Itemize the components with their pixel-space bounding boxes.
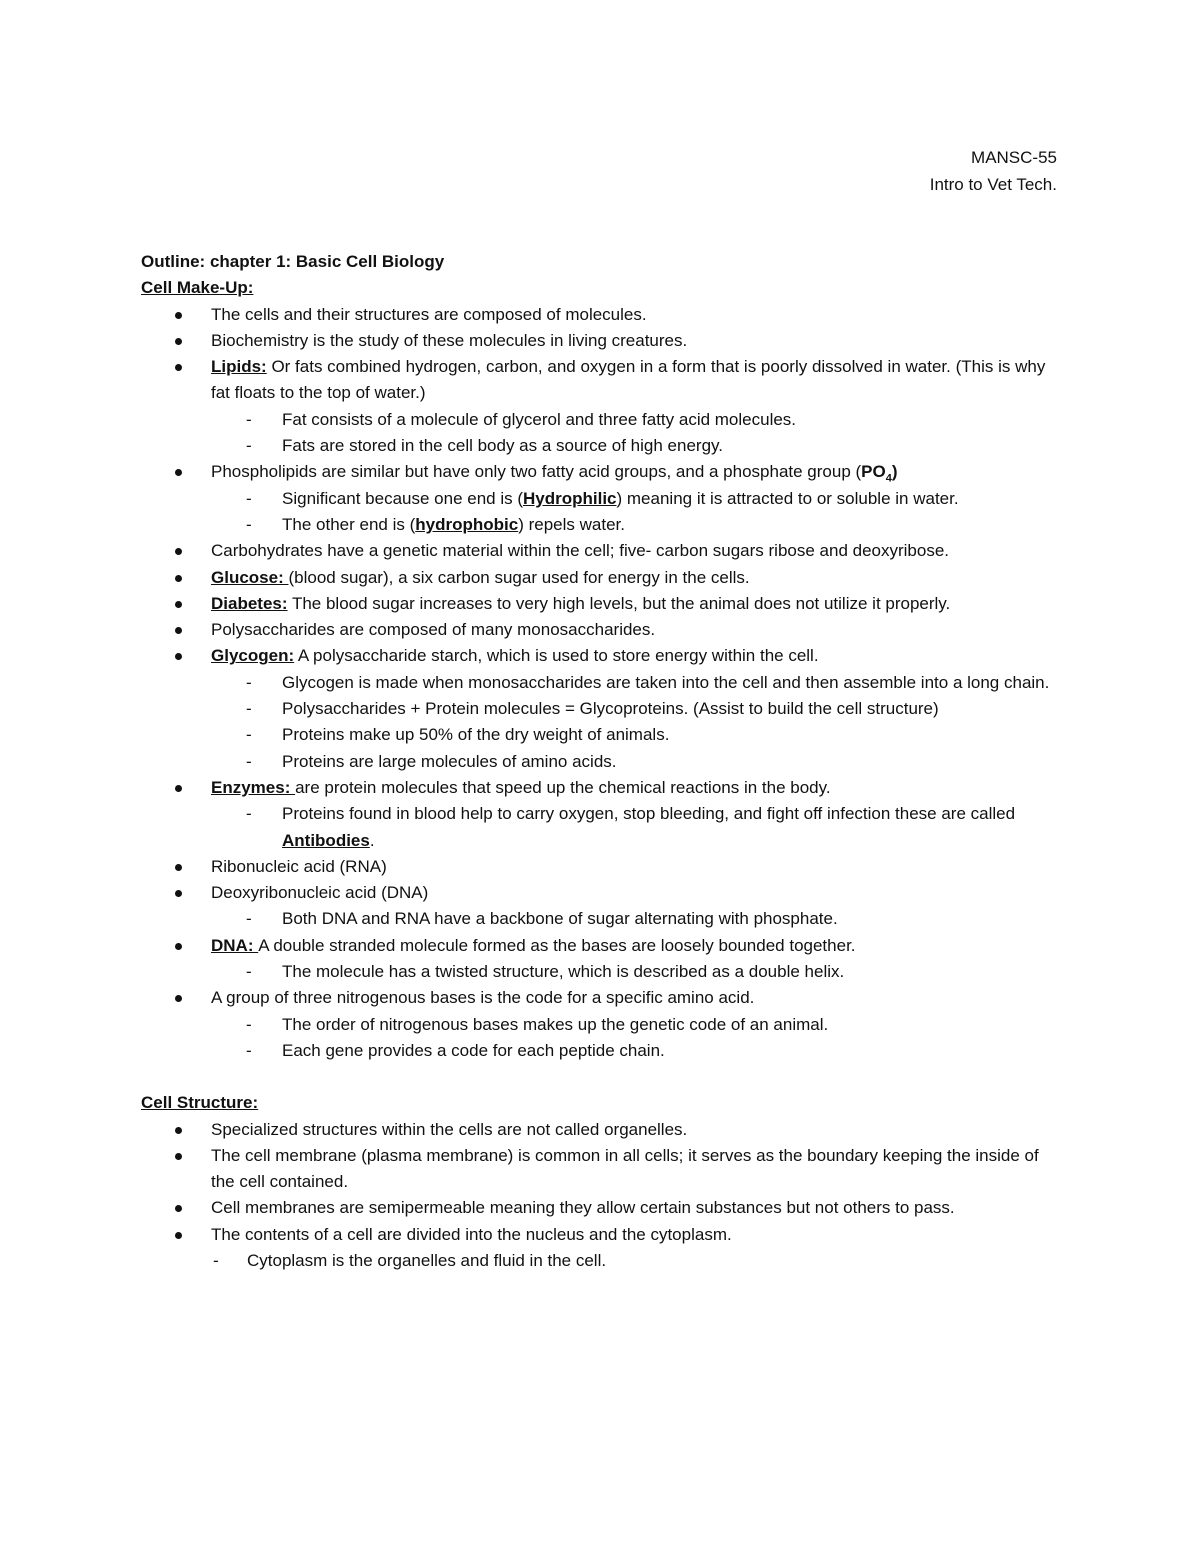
key-term: Enzymes: <box>211 777 296 797</box>
list-item <box>141 591 1061 617</box>
item-text: Deoxyribonucleic acid (DNA) <box>211 883 429 903</box>
item-text: are protein molecules that speed up the chemical reactions in the body. <box>295 777 831 797</box>
list-item <box>141 880 1061 906</box>
item-text: Cell membranes are semipermeable meaning they allow certain substances but not others to pass. <box>211 1198 955 1218</box>
list-item <box>141 933 1061 959</box>
item-text: Phospholipids are similar but have only two fatty acid groups, and a phosphate group ( <box>211 462 862 482</box>
list-item <box>141 1117 1061 1143</box>
item-text: Proteins are large molecules of amino acids. <box>282 751 617 771</box>
item-text: ) meaning it is attracted to or soluble in water. <box>616 488 959 508</box>
item-text: Or fats combined hydrogen, carbon, and oxygen in a form that is poorly dissolved in water. (This is why fat floats to the top of water.) <box>211 357 1046 403</box>
item-text: (blood sugar), a six carbon sugar used for energy in the cells. <box>288 567 750 587</box>
item-text: Both DNA and RNA have a backbone of sugar alternating with phosphate. <box>282 909 838 929</box>
item-text: . <box>369 830 375 850</box>
sub-list-item <box>141 512 1061 538</box>
list-item <box>141 459 1061 485</box>
sub-list-item <box>141 722 1061 748</box>
item-text: The contents of a cell are divided into the nucleus and the cytoplasm. <box>211 1224 732 1244</box>
section-heading: Cell Make-Up: <box>141 278 254 298</box>
list-item <box>141 538 1061 564</box>
list-item <box>141 617 1061 643</box>
item-text: Fat consists of a molecule of glycerol and three fatty acid molecules. <box>282 409 797 429</box>
list-item <box>141 775 1061 801</box>
item-text: A double stranded molecule formed as the bases are loosely bounded together. <box>258 935 856 955</box>
item-text: The blood sugar increases to very high levels, but the animal does not utilize it properly. <box>287 593 951 613</box>
item-text: A group of three nitrogenous bases is the code for a specific amino acid. <box>211 988 755 1008</box>
outline-content <box>141 249 1061 1274</box>
list-item <box>141 354 1061 407</box>
item-text: The order of nitrogenous bases makes up the genetic code of an animal. <box>282 1014 829 1034</box>
item-text: Fats are stored in the cell body as a source of high energy. <box>282 436 723 456</box>
item-text: Significant because one end is ( <box>282 488 523 508</box>
sub-list-item <box>141 670 1061 696</box>
list-item <box>141 985 1061 1011</box>
item-text: The cells and their structures are composed of molecules. <box>211 304 647 324</box>
sub-list-item <box>141 1248 1061 1274</box>
item-text: Carbohydrates have a genetic material within the cell; five- carbon sugars ribose and deoxyribose. <box>211 541 950 561</box>
section-heading: Cell Structure: <box>141 1093 259 1113</box>
section-list <box>141 302 1061 1065</box>
sub-list-item <box>141 906 1061 932</box>
list-item <box>141 854 1061 880</box>
formula-subscript: 4 <box>885 472 892 485</box>
key-term: Antibodies <box>282 830 370 850</box>
item-text: The cell membrane (plasma membrane) is common in all cells; it serves as the boundary keeping the inside of the cell contained. <box>211 1145 1039 1192</box>
item-text: Polysaccharides are composed of many monosaccharides. <box>211 620 656 640</box>
item-text: Proteins make up 50% of the dry weight of animals. <box>282 725 670 745</box>
item-text: Specialized structures within the cells are not called organelles. <box>211 1119 688 1139</box>
sub-list-item <box>141 1012 1061 1038</box>
item-text: ) <box>891 462 898 482</box>
key-term: DNA: <box>211 935 259 955</box>
chemical-formula: $PO_4$ <box>861 462 892 485</box>
item-text: The other end is ( <box>282 514 416 534</box>
item-text: A polysaccharide starch, which is used to store energy within the cell. <box>294 646 819 666</box>
sub-list-item <box>141 407 1061 433</box>
sub-list-item <box>141 433 1061 459</box>
key-term: hydrophobic <box>415 514 519 534</box>
outline-title: Outline: chapter 1: Basic Cell Biology <box>141 252 445 271</box>
key-term: Glycogen: <box>211 646 295 666</box>
course-code: MANSC-55 <box>971 148 1057 167</box>
list-item <box>141 1222 1061 1248</box>
sub-list-item <box>141 486 1061 512</box>
list-item <box>141 328 1061 354</box>
outline-sections <box>141 275 1061 1274</box>
list-item <box>141 565 1061 591</box>
key-term: Hydrophilic <box>523 488 617 508</box>
key-term: Diabetes: <box>211 593 288 613</box>
list-item <box>141 302 1061 328</box>
item-text: The molecule has a twisted structure, which is described as a double helix. <box>282 962 845 982</box>
section-gap <box>141 1064 1061 1090</box>
section-list <box>141 1117 1061 1275</box>
course-name: Intro to Vet Tech. <box>929 175 1057 194</box>
item-text: Ribonucleic acid (RNA) <box>211 856 387 876</box>
key-term: Glucose: <box>211 567 289 587</box>
item-text: ) repels water. <box>518 514 625 534</box>
sub-list-item <box>141 696 1061 722</box>
item-text: Cytoplasm is the organelles and fluid in the cell. <box>247 1250 607 1270</box>
key-term: Lipids: <box>211 357 267 377</box>
item-text: Glycogen is made when monosaccharides are taken into the cell and then assemble into a long chain. <box>282 672 1050 692</box>
list-item <box>141 1195 1061 1221</box>
sub-list-item <box>141 749 1061 775</box>
item-text: Biochemistry is the study of these molecules in living creatures. <box>211 330 688 350</box>
item-text: Polysaccharides + Protein molecules = Glycoproteins. (Assist to build the cell structure) <box>282 699 939 719</box>
list-item <box>141 643 1061 669</box>
sub-list-item <box>141 1038 1061 1064</box>
list-item <box>141 1143 1061 1196</box>
sub-list-item <box>141 801 1061 854</box>
sub-list-item <box>141 959 1061 985</box>
item-text: Proteins found in blood help to carry oxygen, stop bleeding, and fight off infection these are called <box>282 804 1016 824</box>
item-text: Each gene provides a code for each peptide chain. <box>282 1040 665 1060</box>
